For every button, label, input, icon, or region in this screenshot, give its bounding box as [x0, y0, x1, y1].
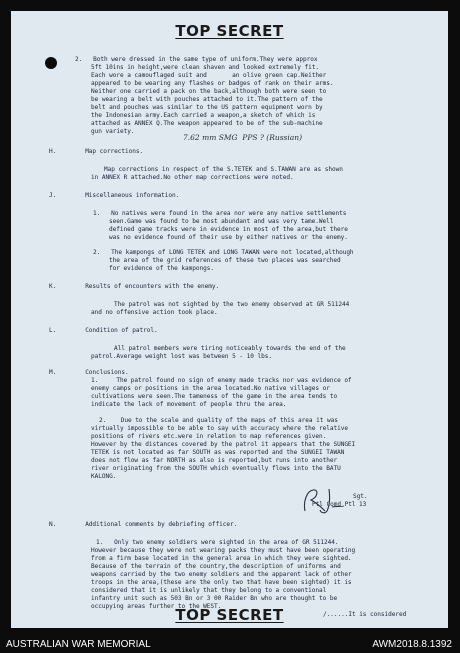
text-line: Map corrections in respect of the S.TETEK and S.TAWAN are as shown: [104, 166, 343, 173]
text-line: 1. The patrol found no sign of enemy made tracks nor was evidence of: [91, 377, 352, 384]
text-line: 2. Both were dressed in the same type of uniform.They were approx: [75, 56, 318, 63]
text-line: 5ft 10ins in height,were clean shaven and looked extremely fit.: [91, 64, 319, 71]
text-line: KALONG.: [91, 473, 117, 480]
text-line: for evidence of the kampongs.: [109, 265, 214, 272]
section-heading-j: J. Miscellaneous information.: [49, 192, 180, 199]
text-line: Each wore a camouflaged suit and an olive green cap.Neither: [91, 72, 327, 79]
text-line: troops in the area,(these are the only two that have been sighted) it is: [91, 579, 352, 586]
text-line: TETEK is not located as far SOUTH as was reported and the SUNGEI TAWAN: [91, 449, 345, 456]
text-line: However by the distances covered by the patrol it appears that the SUNGEI: [91, 441, 356, 448]
text-line: gun variety.: [91, 128, 135, 135]
section-heading-k: K. Results of encounters with the enemy.: [49, 283, 220, 290]
text-line: defined game tracks were in evidence in most of the area,but there: [109, 226, 348, 233]
document-page: [11, 11, 448, 628]
archive-footer: [0, 636, 460, 653]
signature-mark: [299, 485, 345, 515]
text-line: belt and pouches was similar to the US pattern equipment worn by: [91, 104, 323, 111]
text-line: virtually impossible to be able to say with accuracy where the relative: [91, 425, 348, 432]
text-line: does not flow as far NORTH as also is reported,but runs into another: [91, 457, 338, 464]
punch-hole: [45, 57, 57, 69]
top-secret-footer-stamp: TOP SECRET: [175, 606, 284, 624]
text-line: infantry unit such as 503 Bn or 3 00 Raider Bn who are thought to be: [91, 595, 338, 602]
accession-number: AWM2018.8.1392: [372, 639, 452, 650]
text-line: positions of rivers etc.were in relation to map references given.: [91, 433, 327, 440]
text-line: was no evidence found of their use by either natives or the enemy.: [109, 234, 348, 241]
text-line: cultivations were seen.The tameness of the game in the area tends to: [91, 393, 338, 400]
text-line: enemy camps or positions in the area located.No native villages or: [91, 385, 330, 392]
continuation-note: /......It is considered: [323, 611, 407, 618]
section-heading-h: H. Map corrections.: [49, 148, 144, 155]
handwritten-weapon-note: 7.62 mm SMG PPS ? (Russian): [183, 133, 303, 142]
text-line: However because they were not wearing packs they must have been operating: [91, 547, 356, 554]
text-line: Because of the terrain of the country,the description of uniforms and: [91, 563, 341, 570]
text-line: in ANNEX R attached.No other map corrections were noted.: [91, 174, 294, 181]
text-line: 2. Due to the scale and quality of the maps of this area it was: [99, 417, 338, 424]
text-line: and no offensive action took place.: [91, 309, 218, 316]
text-line: considered that it is unlikely that they belong to a conventional: [91, 587, 327, 594]
archive-source: AUSTRALIAN WAR MEMORIAL: [6, 639, 151, 650]
text-line: from a firm base located in the general area in which they were sighted.: [91, 555, 352, 562]
text-line: occupying areas further to the WEST.: [91, 603, 222, 610]
signature-rank: Sgt.: [353, 493, 368, 500]
text-line: attached as ANNEX Q.The weapon appeared to be of the sub-machine: [91, 120, 323, 127]
text-line: All patrol members were tiring noticeably towards the end of the: [114, 345, 346, 352]
text-line: appeared to be wearing any flashes or badges of rank on their arms.: [91, 80, 334, 87]
text-line: 1. Only two enemy soldiers were sighted in the area of GR 511244.: [96, 539, 339, 546]
text-line: the area of the grid references of these two places was searched: [109, 257, 341, 264]
section-heading-n: N. Additional comments by debriefing officer.: [49, 521, 238, 528]
text-line: The patrol was not sighted by the two enemy observed at GR 511244: [114, 301, 350, 308]
text-line: weapons carried by the two enemy soldiers and the apparent lack of other: [91, 571, 352, 578]
signature-title: Ptl Comd Ptl 13: [312, 501, 367, 508]
text-line: 2. The kampongs of LONG TETEK and LONG TAWAN were not located,although: [93, 249, 354, 256]
text-line: Neither one carried a pack on the back,although both were seen to: [91, 88, 327, 95]
text-line: the Indonesian army.Each carried a weapon,a sketch of which is: [91, 112, 316, 119]
text-line: patrol.Average weight lost was between 5 - 10 lbs.: [91, 353, 272, 360]
text-line: be wearing a belt with pouches attached to it.The pattern of the: [91, 96, 323, 103]
text-line: 1. No natives were found in the area nor were any native settlements: [93, 210, 347, 217]
section-heading-m: M. Conclusions.: [49, 369, 129, 376]
text-line: seen.Game was found to be most abundant and was very tame.Well: [109, 218, 334, 225]
section-heading-l: L. Condition of patrol.: [49, 327, 158, 334]
text-line: river originating from the SOUTH which eventually flows into the BATU: [91, 465, 341, 472]
top-secret-header-stamp: TOP SECRET: [175, 22, 284, 40]
text-line: indicate the lack of movement of people thru the area.: [91, 401, 287, 408]
